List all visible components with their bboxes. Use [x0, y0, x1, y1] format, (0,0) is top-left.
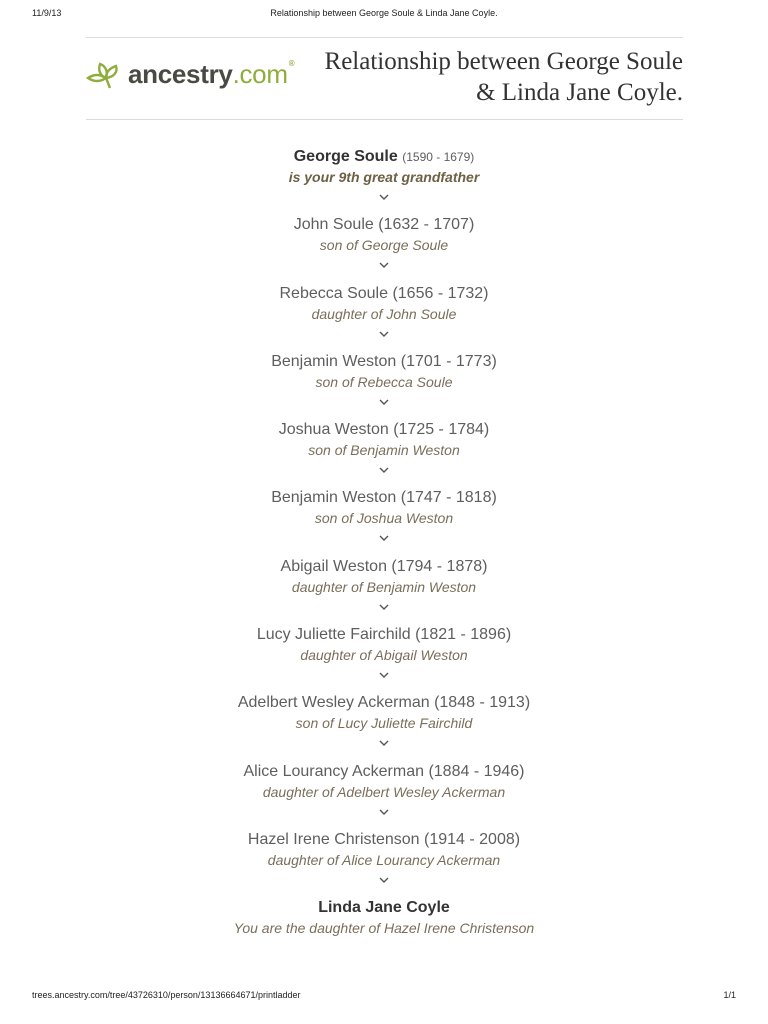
ancestor-relation: daughter of Benjamin Weston [291, 578, 477, 595]
root-relation: is your 9th great grandfather [288, 169, 480, 185]
ancestor-relation: son of Benjamin Weston [308, 442, 460, 459]
ancestor-name[interactable]: Rebecca Soule (1656 - 1732) [279, 284, 489, 302]
ancestor-name[interactable]: Benjamin Weston (1701 - 1773) [271, 352, 497, 370]
chevron-down-icon [0, 597, 768, 617]
chevron-down-icon [0, 324, 768, 344]
chevron-down-icon [0, 665, 768, 685]
ancestor-relation: son of Lucy Juliette Fairchild [295, 715, 473, 732]
print-date: 11/9/13 [32, 8, 62, 18]
ladder-target [0, 897, 768, 938]
root-name: George Soule [293, 148, 398, 165]
relationship-ladder [0, 146, 768, 938]
ladder-step [0, 419, 768, 487]
ancestor-relation: son of George Soule [319, 237, 449, 254]
ladder-step [0, 556, 768, 624]
ladder-step [0, 283, 768, 351]
ancestor-chain [0, 214, 768, 897]
chevron-down-icon [0, 187, 768, 207]
ladder-step [0, 829, 768, 897]
ancestor-relation: son of Joshua Weston [314, 510, 454, 527]
root-person[interactable] [0, 146, 768, 168]
ladder-root [0, 146, 768, 214]
ancestry-logo[interactable] [86, 58, 294, 90]
ancestor-name[interactable]: John Soule (1632 - 1707) [293, 216, 475, 234]
page-title [283, 46, 683, 108]
ancestor-relation: son of Rebecca Soule [315, 373, 453, 390]
print-url: trees.ancestry.com/tree/43726310/person/13136664671/printladder [32, 990, 301, 1000]
ancestor-name[interactable]: Joshua Weston (1725 - 1784) [278, 421, 490, 439]
ancestor-name[interactable]: Adelbert Wesley Ackerman (1848 - 1913) [237, 694, 531, 712]
ladder-step [0, 214, 768, 282]
ladder-step [0, 761, 768, 829]
target-person[interactable] [0, 897, 768, 919]
chevron-down-icon [0, 802, 768, 822]
chevron-down-icon [0, 460, 768, 480]
root-years: (1590 - 1679) [402, 150, 475, 164]
chevron-down-icon [0, 870, 768, 890]
chevron-down-icon [0, 255, 768, 275]
chevron-down-icon [0, 392, 768, 412]
ancestor-name[interactable]: Hazel Irene Christenson (1914 - 2008) [247, 830, 521, 848]
print-page-number: 1/1 [723, 990, 736, 1000]
chevron-down-icon [0, 733, 768, 753]
ancestor-name[interactable]: Alice Lourancy Ackerman (1884 - 1946) [243, 762, 525, 780]
ladder-step [0, 624, 768, 692]
ancestor-name[interactable]: Benjamin Weston (1747 - 1818) [271, 489, 497, 507]
ancestor-relation: daughter of Adelbert Wesley Ackerman [262, 783, 506, 800]
page-title-line2: & Linda Jane Coyle. [476, 79, 683, 106]
chevron-down-icon [0, 528, 768, 548]
logo-wordmark: ancestry.com® [128, 58, 295, 89]
target-name: Linda Jane Coyle [318, 899, 450, 917]
ancestor-name[interactable]: Lucy Juliette Fairchild (1821 - 1896) [256, 626, 512, 644]
ancestor-relation: daughter of Alice Lourancy Ackerman [267, 851, 501, 868]
leaf-icon [86, 58, 126, 90]
ancestor-relation: daughter of John Soule [311, 305, 457, 322]
ladder-step [0, 487, 768, 555]
ancestor-name[interactable]: Abigail Weston (1794 - 1878) [280, 557, 488, 575]
page-title-line1: Relationship between George Soule [324, 48, 683, 75]
target-relation: You are the daughter of Hazel Irene Christenson [233, 920, 535, 937]
ancestor-relation: daughter of Abigail Weston [300, 647, 468, 664]
ladder-step [0, 351, 768, 419]
page-header [86, 37, 683, 120]
print-title: Relationship between George Soule & Linda Jane Coyle. [270, 8, 498, 18]
print-header [0, 8, 768, 22]
print-footer [0, 990, 768, 1002]
ladder-step [0, 692, 768, 760]
